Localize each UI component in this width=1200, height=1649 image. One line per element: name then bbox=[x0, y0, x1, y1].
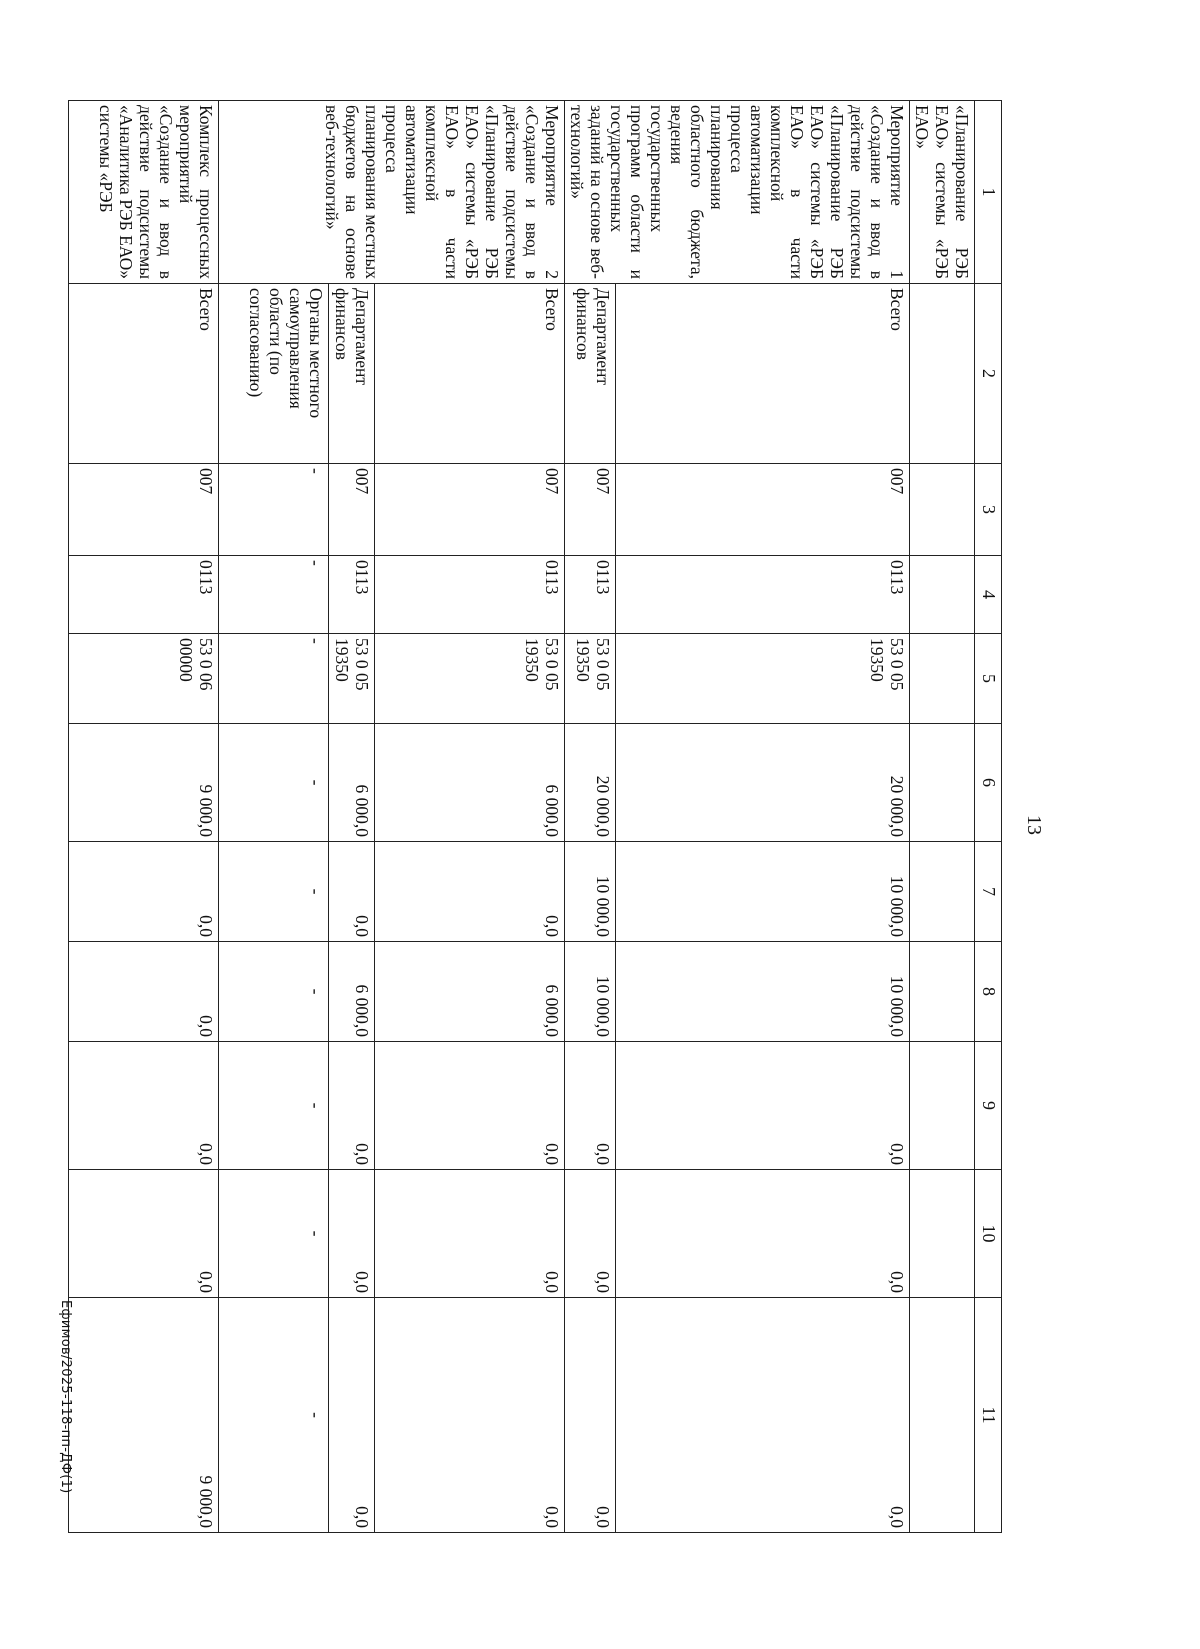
col7-cell: 0,0 bbox=[69, 842, 219, 942]
col3-cell: 007 bbox=[69, 464, 219, 556]
col8-cell bbox=[910, 942, 975, 1042]
col10-cell bbox=[910, 1170, 975, 1298]
col8-cell: 6 000,0 bbox=[329, 942, 375, 1042]
col6-cell: 20 000,0 bbox=[615, 724, 909, 842]
col4-cell: 0113 bbox=[615, 556, 909, 634]
col10-cell: - bbox=[219, 1170, 329, 1298]
col11-cell bbox=[910, 1298, 975, 1533]
col11-cell: 0,0 bbox=[615, 1298, 909, 1533]
col6-cell bbox=[910, 724, 975, 842]
col7-cell: 10 000,0 bbox=[565, 842, 616, 942]
col8-cell: - bbox=[219, 942, 329, 1042]
col5-cell: 53 0 05 19350 bbox=[615, 634, 909, 724]
col6-cell: - bbox=[219, 724, 329, 842]
table-row bbox=[329, 101, 375, 1533]
table-row bbox=[375, 101, 565, 1533]
col9-cell: 0,0 bbox=[565, 1042, 616, 1170]
table-row bbox=[615, 101, 909, 1533]
col10-cell: 0,0 bbox=[69, 1170, 219, 1298]
col6-cell: 6 000,0 bbox=[375, 724, 565, 842]
col10-cell: 0,0 bbox=[329, 1170, 375, 1298]
col3-cell: 007 bbox=[329, 464, 375, 556]
col-header: 6 bbox=[975, 724, 1002, 842]
col3-cell: - bbox=[219, 464, 329, 556]
activity-name-cell: Мероприятие 1 «Создание и ввод в действие подсистемы «Планирование РЭБ ЕАО» системы «РЭБ ЕАО» в части комплексной автоматизации процесса планирования областного бюджета, ведения государственных программ области и государственных заданий на основе веб-технологий» bbox=[565, 101, 910, 284]
page-number: 13 bbox=[1023, 815, 1045, 835]
col-header: 2 bbox=[975, 284, 1002, 464]
document-footer: Ефимов/2025-118-пп-ДФ(1) bbox=[58, 1300, 73, 1494]
col-header: 1 bbox=[975, 101, 1002, 284]
col-header: 8 bbox=[975, 942, 1002, 1042]
executor-cell: Всего bbox=[375, 284, 565, 464]
col9-cell: 0,0 bbox=[69, 1042, 219, 1170]
col4-cell: 0113 bbox=[69, 556, 219, 634]
table-row bbox=[219, 101, 329, 1533]
col-header: 4 bbox=[975, 556, 1002, 634]
budget-table bbox=[68, 100, 1002, 1533]
col-header: 10 bbox=[975, 1170, 1002, 1298]
col9-cell: - bbox=[219, 1042, 329, 1170]
activity-name-cell: «Планирование РЭБ ЕАО» системы «РЭБ ЕАО» bbox=[910, 101, 975, 284]
col9-cell bbox=[910, 1042, 975, 1170]
col-header: 11 bbox=[975, 1298, 1002, 1533]
executor-cell bbox=[910, 284, 975, 464]
column-number-row bbox=[975, 101, 1002, 1533]
table-row bbox=[910, 101, 975, 1533]
table-row bbox=[69, 101, 219, 1533]
col-header: 9 bbox=[975, 1042, 1002, 1170]
col4-cell: 0113 bbox=[329, 556, 375, 634]
col4-cell: 0113 bbox=[565, 556, 616, 634]
col5-cell: 53 0 05 19350 bbox=[329, 634, 375, 724]
col3-cell bbox=[910, 464, 975, 556]
col3-cell: 007 bbox=[615, 464, 909, 556]
activity-name-cell: Мероприятие 2 «Создание и ввод в действие подсистемы «Планирование РЭБ ЕАО» системы «РЭБ ЕАО» в части комплексной автоматизации процесса планирования местных бюджетов на основе веб-технологий» bbox=[219, 101, 565, 284]
col10-cell: 0,0 bbox=[615, 1170, 909, 1298]
col5-cell: - bbox=[219, 634, 329, 724]
col5-cell: 53 0 05 19350 bbox=[375, 634, 565, 724]
col11-cell: - bbox=[219, 1298, 329, 1533]
activity-name-cell: Комплекс процессных мероприятий «Создание и ввод в действие подсистемы «Аналитика РЭБ ЕАО» системы «РЭБ bbox=[69, 101, 219, 284]
table-row bbox=[565, 101, 616, 1533]
col7-cell: 0,0 bbox=[375, 842, 565, 942]
col3-cell: 007 bbox=[375, 464, 565, 556]
col4-cell bbox=[910, 556, 975, 634]
col7-cell: 0,0 bbox=[329, 842, 375, 942]
col-header: 3 bbox=[975, 464, 1002, 556]
col10-cell: 0,0 bbox=[565, 1170, 616, 1298]
col8-cell: 0,0 bbox=[69, 942, 219, 1042]
col10-cell: 0,0 bbox=[375, 1170, 565, 1298]
col4-cell: - bbox=[219, 556, 329, 634]
col7-cell: 10 000,0 bbox=[615, 842, 909, 942]
col6-cell: 6 000,0 bbox=[329, 724, 375, 842]
col7-cell bbox=[910, 842, 975, 942]
col8-cell: 10 000,0 bbox=[615, 942, 909, 1042]
executor-cell: Всего bbox=[69, 284, 219, 464]
col3-cell: 007 bbox=[565, 464, 616, 556]
col11-cell: 0,0 bbox=[329, 1298, 375, 1533]
col5-cell: 53 0 05 19350 bbox=[565, 634, 616, 724]
executor-cell: Всего bbox=[615, 284, 909, 464]
col6-cell: 9 000,0 bbox=[69, 724, 219, 842]
col7-cell: - bbox=[219, 842, 329, 942]
col-header: 7 bbox=[975, 842, 1002, 942]
col9-cell: 0,0 bbox=[329, 1042, 375, 1170]
col11-cell: 9 000,0 bbox=[69, 1298, 219, 1533]
col9-cell: 0,0 bbox=[615, 1042, 909, 1170]
col4-cell: 0113 bbox=[375, 556, 565, 634]
col6-cell: 20 000,0 bbox=[565, 724, 616, 842]
col11-cell: 0,0 bbox=[375, 1298, 565, 1533]
col8-cell: 6 000,0 bbox=[375, 942, 565, 1042]
col11-cell: 0,0 bbox=[565, 1298, 616, 1533]
col5-cell: 53 0 06 00000 bbox=[69, 634, 219, 724]
executor-cell: Департамент финансов bbox=[329, 284, 375, 464]
col-header: 5 bbox=[975, 634, 1002, 724]
col8-cell: 10 000,0 bbox=[565, 942, 616, 1042]
col5-cell bbox=[910, 634, 975, 724]
col9-cell: 0,0 bbox=[375, 1042, 565, 1170]
executor-cell: Органы местного самоуправления области (по согласованию) bbox=[219, 284, 329, 464]
executor-cell: Департамент финансов bbox=[565, 284, 616, 464]
